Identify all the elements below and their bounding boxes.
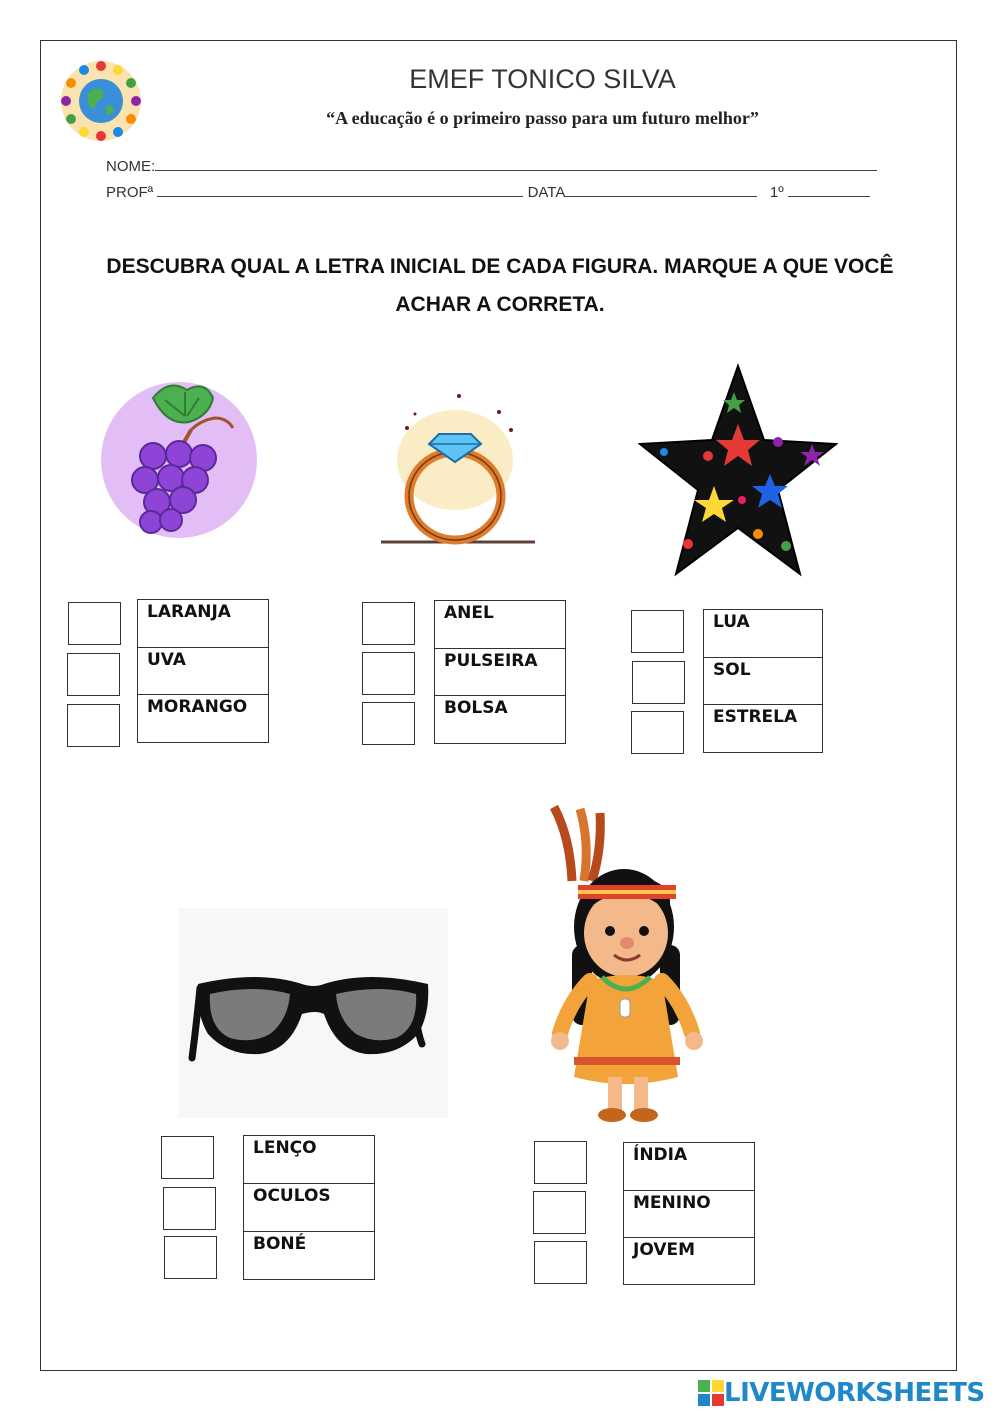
indigenous-girl-icon: [550, 805, 720, 1123]
checkbox-oculos[interactable]: [163, 1187, 216, 1230]
name-field[interactable]: [106, 156, 877, 175]
option-anel: ANEL: [435, 601, 565, 649]
checkbox-bone[interactable]: [164, 1236, 217, 1279]
date-label: DATA: [527, 184, 566, 201]
teacher-field[interactable]: [157, 182, 523, 197]
option-lenco: LENÇO: [244, 1136, 374, 1184]
teacher-date-grade-fields: [106, 182, 870, 201]
checkbox-morango[interactable]: [67, 704, 120, 747]
date-field[interactable]: [565, 182, 757, 197]
option-lua: LUA: [704, 610, 822, 658]
checkbox-jovem[interactable]: [534, 1241, 587, 1284]
liveworksheets-brand: [698, 1377, 985, 1409]
option-india: ÍNDIA: [624, 1143, 754, 1191]
option-estrela: ESTRELA: [713, 707, 798, 727]
ring-icon: [375, 390, 540, 548]
name-label: NOME:: [106, 158, 156, 175]
option-menino: MENINO: [624, 1191, 754, 1238]
option-pulseira: PULSEIRA: [435, 649, 565, 696]
checkbox-lenco[interactable]: [161, 1136, 214, 1179]
school-motto: “A educação é o primeiro passo para um futuro melhor”: [326, 108, 759, 128]
star-icon: [638, 362, 838, 577]
options-table-2: [434, 600, 566, 744]
checkbox-uva[interactable]: [67, 653, 120, 696]
options-table-1: [137, 599, 269, 743]
checkbox-menino[interactable]: [533, 1191, 586, 1234]
grape-icon: [95, 370, 265, 545]
teacher-label: PROFª: [106, 184, 154, 201]
option-bolsa: BOLSA: [444, 698, 508, 718]
option-bone: BONÉ: [253, 1234, 307, 1254]
checkbox-sol[interactable]: [632, 661, 685, 704]
brand-name: LIVEWORKSHEETS: [724, 1378, 985, 1408]
school-logo-icon: [58, 58, 144, 144]
options-table-4: [243, 1135, 375, 1280]
option-laranja: LARANJA: [138, 600, 268, 648]
instructions: DESCUBRA QUAL A LETRA INICIAL DE CADA FIGURA. MARQUE A QUE VOCÊ ACHAR A CORRETA.: [106, 255, 894, 316]
grade-label: 1º: [769, 184, 784, 201]
option-sol: SOL: [704, 658, 822, 705]
checkbox-anel[interactable]: [362, 602, 415, 645]
option-jovem: JOVEM: [633, 1240, 696, 1260]
checkbox-india[interactable]: [534, 1141, 587, 1184]
glasses-icon: [178, 908, 448, 1118]
checkbox-lua[interactable]: [631, 610, 684, 653]
option-morango: MORANGO: [147, 697, 248, 717]
checkbox-laranja[interactable]: [68, 602, 121, 645]
liveworksheets-logo-icon: [698, 1380, 724, 1406]
checkbox-estrela[interactable]: [631, 711, 684, 754]
option-uva: UVA: [138, 648, 268, 695]
options-table-3: [703, 609, 823, 753]
school-name: EMEF TONICO SILVA: [409, 64, 676, 94]
grade-field[interactable]: [788, 182, 870, 197]
checkbox-bolsa[interactable]: [362, 702, 415, 745]
checkbox-pulseira[interactable]: [362, 652, 415, 695]
options-table-5: [623, 1142, 755, 1285]
option-oculos: OCULOS: [244, 1184, 374, 1232]
